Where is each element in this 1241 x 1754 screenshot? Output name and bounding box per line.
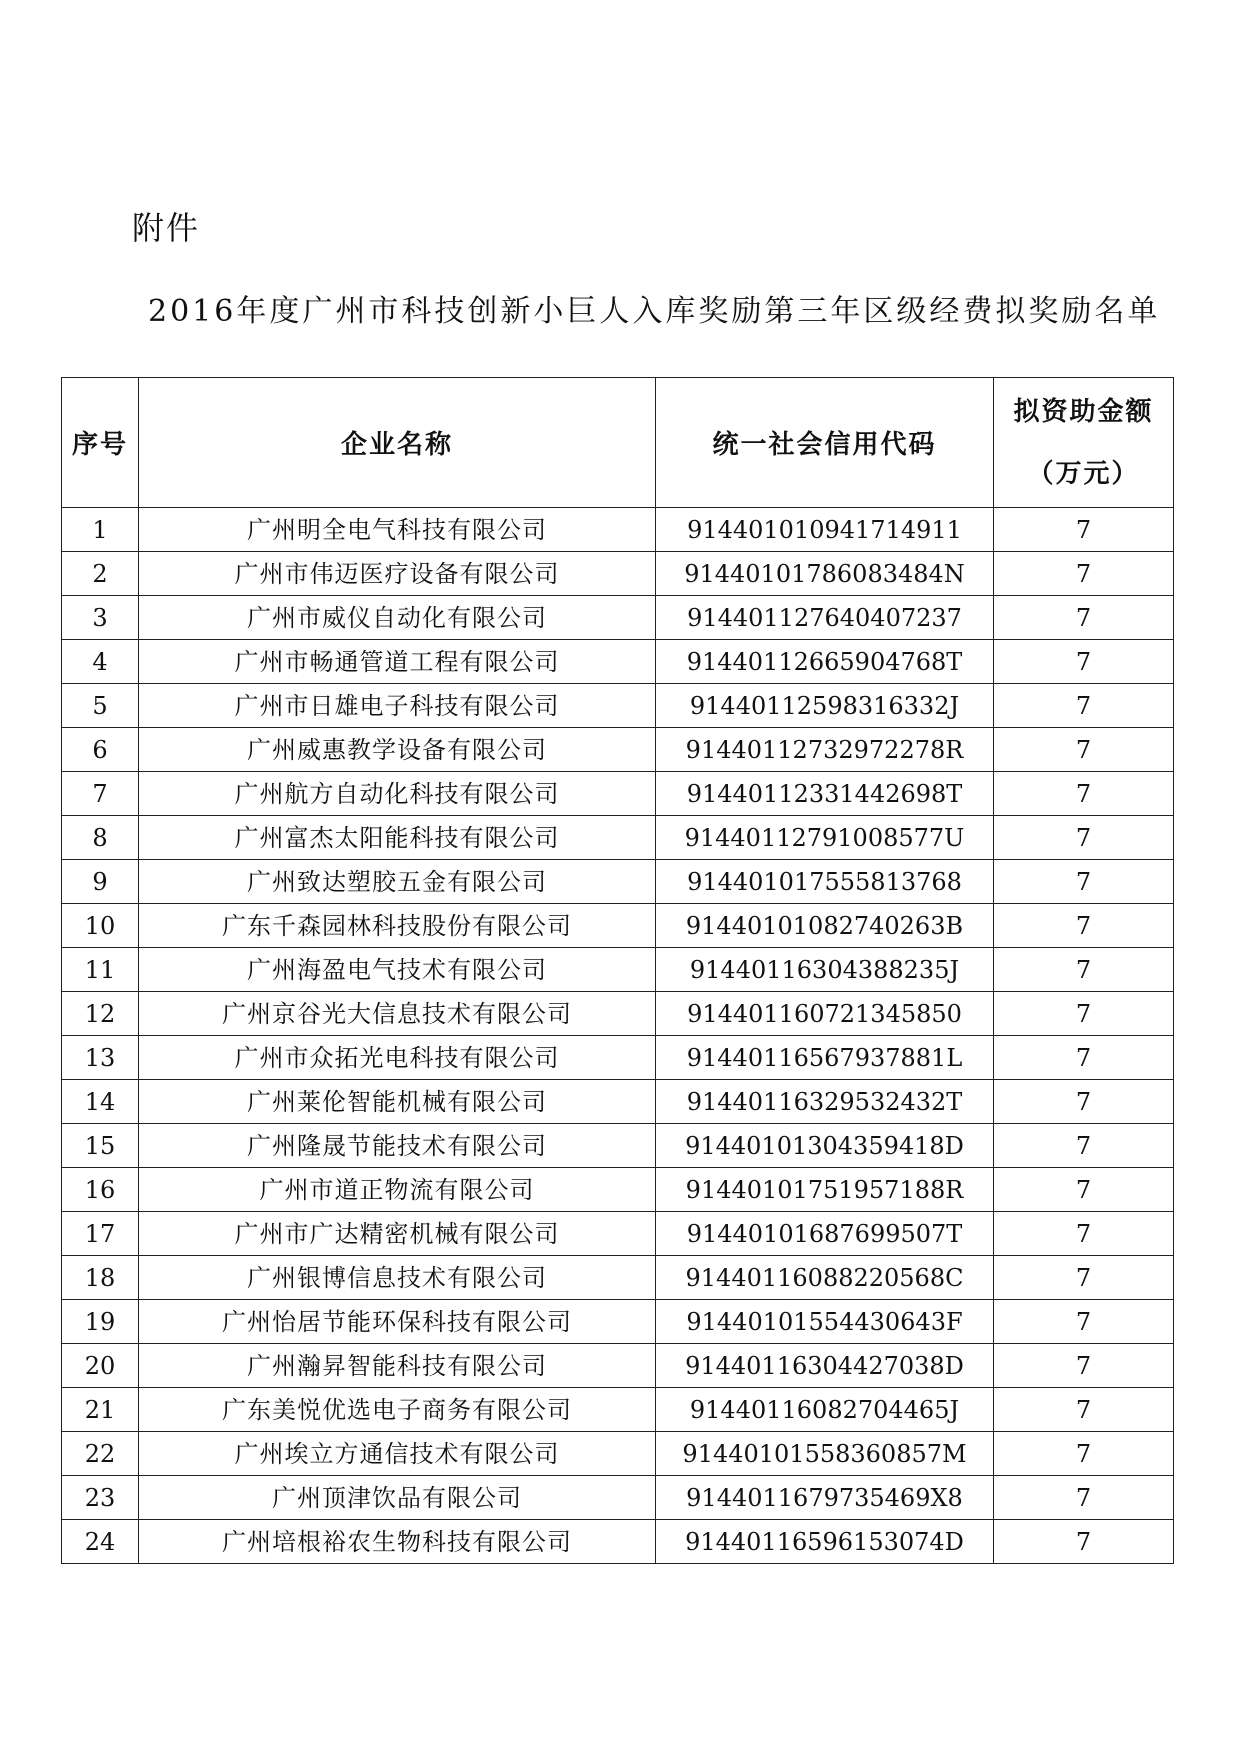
cell-amount: 7: [994, 1388, 1174, 1432]
table-row: [62, 1300, 1174, 1344]
header-seq: 序号: [62, 378, 139, 508]
cell-seq: 15: [62, 1124, 139, 1168]
table-row: [62, 728, 1174, 772]
cell-company-name: 广州市道正物流有限公司: [139, 1168, 656, 1212]
cell-company-name: 广州海盈电气技术有限公司: [139, 948, 656, 992]
cell-company-name: 广州市威仪自动化有限公司: [139, 596, 656, 640]
cell-company-name: 广州京谷光大信息技术有限公司: [139, 992, 656, 1036]
cell-credit-code: 91440112598316332J: [656, 684, 994, 728]
cell-credit-code: 914401160721345850: [656, 992, 994, 1036]
cell-amount: 7: [994, 1124, 1174, 1168]
cell-company-name: 广州培根裕农生物科技有限公司: [139, 1520, 656, 1564]
cell-company-name: 广州威惠教学设备有限公司: [139, 728, 656, 772]
cell-company-name: 广州怡居节能环保科技有限公司: [139, 1300, 656, 1344]
cell-credit-code: 914401010941714911: [656, 508, 994, 552]
cell-company-name: 广州明全电气科技有限公司: [139, 508, 656, 552]
cell-amount: 7: [994, 860, 1174, 904]
cell-company-name: 广州顶津饮品有限公司: [139, 1476, 656, 1520]
cell-amount: 7: [994, 1432, 1174, 1476]
table-row: [62, 1080, 1174, 1124]
cell-seq: 6: [62, 728, 139, 772]
cell-amount: 7: [994, 1476, 1174, 1520]
table-row: [62, 1212, 1174, 1256]
cell-credit-code: 91440116088220568C: [656, 1256, 994, 1300]
cell-amount: 7: [994, 816, 1174, 860]
cell-credit-code: 91440101751957188R: [656, 1168, 994, 1212]
cell-amount: 7: [994, 1520, 1174, 1564]
table-row: [62, 904, 1174, 948]
cell-amount: 7: [994, 1036, 1174, 1080]
header-credit-code: 统一社会信用代码: [656, 378, 994, 508]
table-row: [62, 948, 1174, 992]
cell-amount: 7: [994, 992, 1174, 1036]
table-row: [62, 860, 1174, 904]
cell-company-name: 广州银博信息技术有限公司: [139, 1256, 656, 1300]
cell-credit-code: 91440116596153074D: [656, 1520, 994, 1564]
cell-amount: 7: [994, 1344, 1174, 1388]
cell-seq: 9: [62, 860, 139, 904]
cell-seq: 24: [62, 1520, 139, 1564]
table-row: [62, 684, 1174, 728]
cell-amount: 7: [994, 596, 1174, 640]
cell-credit-code: 914401127640407237: [656, 596, 994, 640]
cell-credit-code: 91440101304359418D: [656, 1124, 994, 1168]
cell-credit-code: 914401017555813768: [656, 860, 994, 904]
cell-company-name: 广州瀚昇智能科技有限公司: [139, 1344, 656, 1388]
cell-seq: 3: [62, 596, 139, 640]
header-amount-unit: （万元）: [1027, 458, 1140, 489]
table-row: [62, 816, 1174, 860]
cell-credit-code: 91440101082740263B: [656, 904, 994, 948]
cell-company-name: 广州莱伦智能机械有限公司: [139, 1080, 656, 1124]
header-amount: [994, 378, 1174, 508]
cell-credit-code: 91440116304388235J: [656, 948, 994, 992]
cell-company-name: 广州航方自动化科技有限公司: [139, 772, 656, 816]
cell-credit-code: 91440101558360857M: [656, 1432, 994, 1476]
header-row: [62, 378, 1174, 508]
cell-amount: 7: [994, 1212, 1174, 1256]
header-amount-label: 拟资助金额: [1013, 396, 1154, 427]
cell-seq: 20: [62, 1344, 139, 1388]
cell-credit-code: 91440101687699507T: [656, 1212, 994, 1256]
cell-company-name: 广州市伟迈医疗设备有限公司: [139, 552, 656, 596]
cell-credit-code: 91440112331442698T: [656, 772, 994, 816]
cell-seq: 8: [62, 816, 139, 860]
cell-credit-code: 91440101786083484N: [656, 552, 994, 596]
table-row: [62, 640, 1174, 684]
cell-company-name: 广州富杰太阳能科技有限公司: [139, 816, 656, 860]
cell-amount: 7: [994, 948, 1174, 992]
cell-seq: 10: [62, 904, 139, 948]
table-row: [62, 772, 1174, 816]
table-row: [62, 1344, 1174, 1388]
table-row: [62, 1256, 1174, 1300]
cell-seq: 7: [62, 772, 139, 816]
table-header: [62, 378, 1174, 508]
cell-seq: 13: [62, 1036, 139, 1080]
cell-amount: 7: [994, 904, 1174, 948]
table-row: [62, 1388, 1174, 1432]
table-row: [62, 1476, 1174, 1520]
cell-amount: 7: [994, 684, 1174, 728]
cell-seq: 16: [62, 1168, 139, 1212]
table-row: [62, 1520, 1174, 1564]
cell-seq: 5: [62, 684, 139, 728]
cell-seq: 21: [62, 1388, 139, 1432]
cell-company-name: 广东千森园林科技股份有限公司: [139, 904, 656, 948]
cell-credit-code: 91440112665904768T: [656, 640, 994, 684]
cell-amount: 7: [994, 772, 1174, 816]
cell-seq: 12: [62, 992, 139, 1036]
cell-credit-code: 91440112732972278R: [656, 728, 994, 772]
table-row: [62, 992, 1174, 1036]
cell-amount: 7: [994, 1080, 1174, 1124]
cell-amount: 7: [994, 1256, 1174, 1300]
cell-credit-code: 91440116567937881L: [656, 1036, 994, 1080]
cell-company-name: 广州市广达精密机械有限公司: [139, 1212, 656, 1256]
cell-seq: 19: [62, 1300, 139, 1344]
cell-amount: 7: [994, 552, 1174, 596]
cell-company-name: 广州隆晟节能技术有限公司: [139, 1124, 656, 1168]
header-company: 企业名称: [139, 378, 656, 508]
cell-credit-code: 91440116304427038D: [656, 1344, 994, 1388]
cell-seq: 4: [62, 640, 139, 684]
cell-seq: 14: [62, 1080, 139, 1124]
cell-seq: 1: [62, 508, 139, 552]
document-title: 2016年度广州市科技创新小巨人入库奖励第三年区级经费拟奖励名单: [148, 294, 1161, 329]
cell-seq: 17: [62, 1212, 139, 1256]
cell-credit-code: 91440116797354​69X8: [656, 1476, 994, 1520]
cell-company-name: 广州市众拓光电科技有限公司: [139, 1036, 656, 1080]
cell-company-name: 广州市畅通管道工程有限公司: [139, 640, 656, 684]
table-row: [62, 1124, 1174, 1168]
cell-amount: 7: [994, 1168, 1174, 1212]
cell-seq: 23: [62, 1476, 139, 1520]
cell-seq: 18: [62, 1256, 139, 1300]
cell-company-name: 广东美悦优选电子商务有限公司: [139, 1388, 656, 1432]
cell-credit-code: 91440116082704465J: [656, 1388, 994, 1432]
cell-company-name: 广州致达塑胶五金有限公司: [139, 860, 656, 904]
cell-amount: 7: [994, 1300, 1174, 1344]
table-row: [62, 552, 1174, 596]
cell-seq: 11: [62, 948, 139, 992]
cell-amount: 7: [994, 640, 1174, 684]
table-row: [62, 1432, 1174, 1476]
table-row: [62, 1168, 1174, 1212]
cell-credit-code: 91440101554430643F: [656, 1300, 994, 1344]
cell-seq: 22: [62, 1432, 139, 1476]
table-row: [62, 508, 1174, 552]
cell-company-name: 广州埃立方通信技术有限公司: [139, 1432, 656, 1476]
table-body: [62, 508, 1174, 1564]
annex-label: 附件: [132, 209, 201, 247]
table-row: [62, 1036, 1174, 1080]
cell-company-name: 广州市日雄电子科技有限公司: [139, 684, 656, 728]
cell-seq: 2: [62, 552, 139, 596]
table-row: [62, 596, 1174, 640]
cell-credit-code: 91440112791008577U: [656, 816, 994, 860]
award-list-table: [61, 377, 1174, 1564]
cell-amount: 7: [994, 508, 1174, 552]
cell-amount: 7: [994, 728, 1174, 772]
cell-credit-code: 91440116329532432T: [656, 1080, 994, 1124]
